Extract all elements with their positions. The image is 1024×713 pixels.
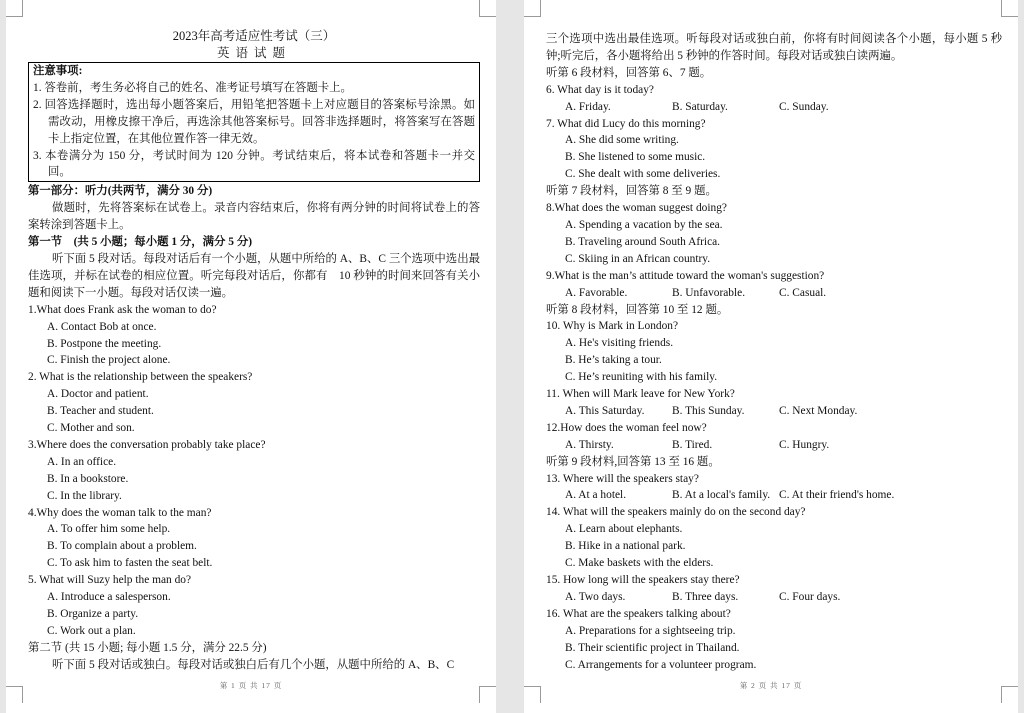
answer-option: A. Learn about elephants.: [565, 523, 683, 536]
answer-option: C. Arrangements for a volunteer program.: [565, 658, 757, 671]
question-stem: 5. What will Suzy help the man do?: [28, 574, 192, 587]
answer-option: B. Tired.: [672, 438, 713, 451]
answer-option: C. Work out a plan.: [47, 624, 136, 637]
answer-option: A. Two days.: [565, 590, 626, 603]
question-stem: 7. What did Lucy do this morning?: [546, 117, 706, 130]
answer-option: B. Traveling around South Africa.: [565, 235, 721, 248]
answer-option: C. Mother and son.: [47, 422, 135, 435]
answer-option: C. Casual.: [779, 286, 827, 299]
material-heading: 听第 8 段材料，回答第 10 至 12 题。: [546, 303, 729, 316]
section1-intro: 听下面 5 段对话。每段对话后有一个小题，从题中所给的 A、B、C 三个选项中选出最佳选项，并标在试卷的相应位置。听完每段对话后，你都有 10 秒钟的时间来回答有关小题和阅读下一小题。每段对话仅读一遍。: [28, 252, 480, 299]
question-stem: 1.What does Frank ask the woman to do?: [28, 303, 217, 316]
section2-intro-continued: 三个选项中选出最佳选项。听每段对话或独白前，你将有时间阅读各个小题，每小题 5 秒钟;听完后，各小题将给出 5 秒钟的作答时间。每段对话或独白读两遍。: [546, 33, 1002, 62]
answer-options-row: [546, 589, 1002, 606]
question-stem: 16. What are the speakers talking about?: [546, 607, 731, 620]
question-stem: 12.How does the woman feel now?: [546, 421, 707, 434]
section2-heading: 第二节 (共 15 小题; 每小题 1.5 分，满分 22.5 分): [28, 641, 267, 654]
section2-intro: 听下面 5 段对话或独白。每段对话或独白后有几个小题，从题中所给的 A、B、C: [52, 658, 455, 671]
question-stem: 13. Where will the speakers stay?: [546, 472, 699, 485]
section2-groups: [546, 65, 1002, 674]
answer-option: B. Teacher and student.: [47, 405, 154, 418]
question-stem: 2. What is the relationship between the speakers?: [28, 371, 253, 384]
answer-options-row: [546, 285, 1002, 302]
answer-option: A. This Saturday.: [565, 404, 645, 417]
answer-option: A. Contact Bob at once.: [47, 320, 157, 333]
answer-option: C. Make baskets with the elders.: [565, 557, 714, 570]
document-page-2: [524, 0, 1018, 713]
answer-option: B. To complain about a problem.: [47, 540, 197, 553]
answer-option: B. Unfavorable.: [672, 286, 746, 299]
answer-option: B. Three days.: [672, 590, 739, 603]
page-2-content: [546, 31, 1002, 673]
answer-option: B. Organize a party.: [47, 608, 139, 620]
exam-title: 2023年高考适应性考试（三）: [172, 29, 336, 43]
answer-option: B. Hike in a national park.: [565, 540, 686, 553]
answer-options-row: [546, 99, 1002, 116]
answer-option: C. In the library.: [47, 489, 122, 502]
material-heading: 听第 9 段材料,回答第 13 至 16 题。: [546, 455, 720, 468]
answer-option: B. Postpone the meeting.: [47, 337, 162, 350]
question-stem: 11. When will Mark leave for New York?: [546, 388, 735, 401]
notice-item: 2. 回答选择题时，选出每小题答案后，用铅笔把答题卡上对应题目的答案标号涂黑。如需改动，用橡皮擦干净后，再选涂其他答案标号。回答非选择题时，将答案写在答题卡上指定位置，在其他位置作答一律无效。: [33, 98, 475, 145]
answer-option: B. He’s taking a tour.: [565, 354, 662, 367]
notice-item: 1. 答卷前，考生务必将自己的姓名、准考证号填写在答题卡上。: [33, 81, 352, 94]
section1-heading: 第一节 (共 5 小题；每小题 1 分，满分 5 分): [28, 236, 253, 249]
question-stem: 3.Where does the conversation probably take place?: [28, 438, 266, 451]
page-footer: 第 1 页 共 17 页: [219, 681, 283, 690]
answer-option: A. Spending a vacation by the sea.: [565, 218, 723, 231]
part1-heading: 第一部分：听力(共两节，满分 30 分): [28, 185, 213, 198]
question-stem: 6. What day is it today?: [546, 83, 654, 96]
answer-option: B. She listened to some music.: [565, 151, 706, 164]
answer-option: A. Introduce a salesperson.: [47, 591, 171, 604]
material-heading: 听第 6 段材料，回答第 6、7 题。: [546, 66, 712, 79]
answer-option: C. Skiing in an African country.: [565, 252, 711, 265]
exam-subtitle: 英语试题: [216, 46, 291, 60]
answer-option: A. Friday.: [565, 100, 611, 113]
answer-option: B. In a bookstore.: [47, 472, 129, 485]
answer-option: C. She dealt with some deliveries.: [565, 168, 721, 181]
answer-option: C. To ask him to fasten the seat belt.: [47, 557, 213, 570]
answer-option: C. Finish the project alone.: [47, 354, 171, 367]
answer-option: C. Hungry.: [779, 438, 830, 451]
crop-mark-top-right: [1001, 0, 1018, 17]
question-stem: 9.What is the man’s attitude toward the woman's suggestion?: [546, 269, 825, 282]
notice-item: 3. 本卷满分为 150 分，考试时间为 120 分钟。考试结束后，将本试卷和答题卡一并交回。: [33, 149, 475, 179]
answer-option: C. Sunday.: [779, 100, 829, 113]
answer-option: A. He's visiting friends.: [565, 337, 674, 350]
answer-option: B. Their scientific project in Thailand.: [565, 641, 740, 654]
answer-option: B. This Sunday.: [672, 404, 745, 417]
answer-option: C. At their friend's home.: [779, 489, 895, 502]
answer-option: A. To offer him some help.: [47, 523, 171, 536]
page-footer: 第 2 页 共 17 页: [739, 681, 803, 690]
answer-option: A. Doctor and patient.: [47, 388, 149, 401]
notice-box: [28, 62, 480, 182]
document-page-1: [6, 0, 496, 713]
part1-intro: 做题时，先将答案标在试卷上。录音内容结束后，你将有两分钟的时间将试卷上的答案转涂到答题卡上。: [28, 202, 480, 232]
question-stem: 15. How long will the speakers stay there?: [546, 574, 740, 586]
crop-mark-top-right: [479, 0, 496, 17]
crop-mark-top-left: [6, 0, 23, 17]
answer-option: B. At a local's family.: [672, 489, 771, 502]
answer-option: A. At a hotel.: [565, 489, 627, 502]
answer-option: B. Saturday.: [672, 100, 728, 113]
answer-option: A. In an office.: [47, 455, 117, 468]
question-stem: 8.What does the woman suggest doing?: [546, 202, 727, 215]
answer-option: C. Next Monday.: [779, 404, 858, 417]
answer-option: C. He’s reuniting with his family.: [565, 371, 718, 384]
answer-options-row: [546, 487, 1002, 504]
question-stem: 10. Why is Mark in London?: [546, 320, 679, 333]
question-stem: 14. What will the speakers mainly do on the second day?: [546, 506, 806, 519]
answer-option: C. Four days.: [779, 590, 841, 603]
answer-options-row: [546, 403, 1002, 420]
question-stem: 4.Why does the woman talk to the man?: [28, 506, 212, 519]
crop-mark-top-left: [524, 0, 541, 17]
answer-option: A. She did some writing.: [565, 134, 679, 147]
answer-option: A. Favorable.: [565, 286, 628, 299]
material-heading: 听第 7 段材料，回答第 8 至 9 题。: [546, 185, 717, 198]
notice-heading: 注意事项:: [33, 65, 83, 77]
page-1-content: [28, 28, 480, 674]
section1-questions: [28, 302, 480, 640]
answer-option: A. Thirsty.: [565, 438, 614, 451]
answer-options-row: [546, 437, 1002, 454]
answer-option: A. Preparations for a sightseeing trip.: [565, 624, 736, 637]
